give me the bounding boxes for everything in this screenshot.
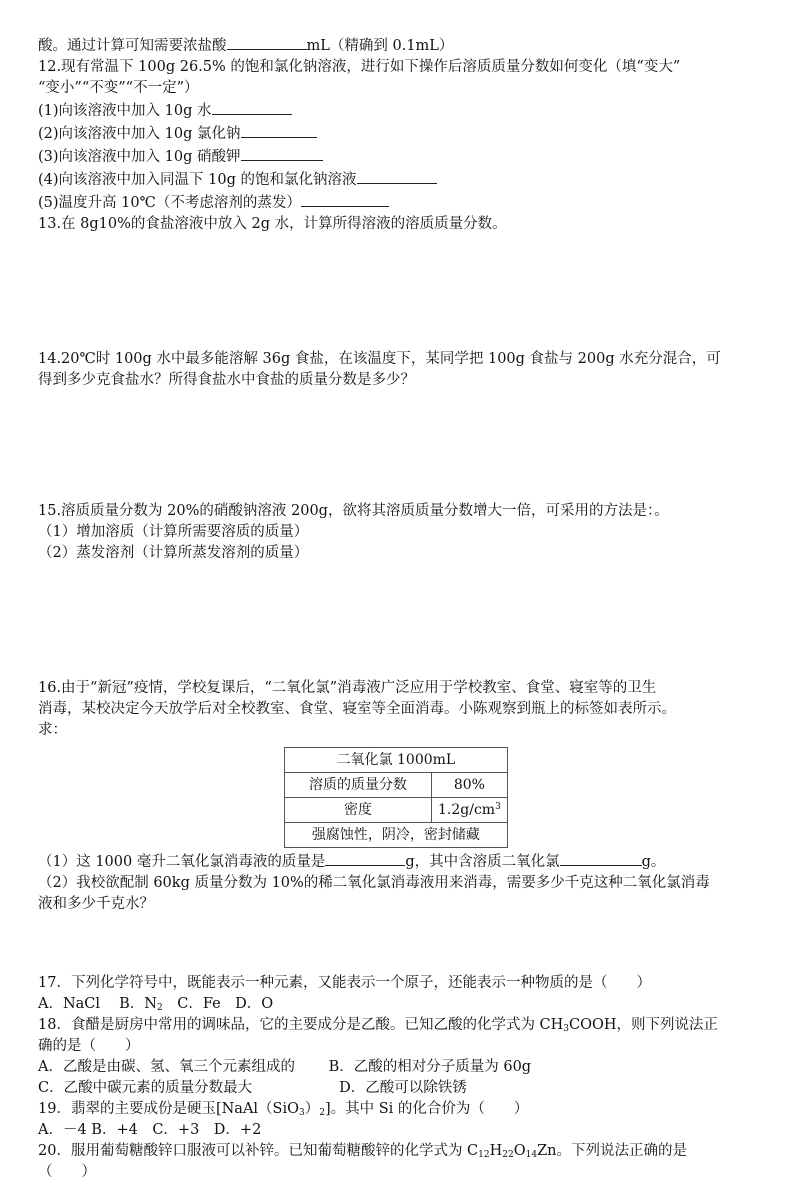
subscript: 2 (157, 1003, 163, 1013)
subscript: 3 (299, 1108, 305, 1118)
q18-line-1 (38, 1015, 760, 1036)
text: ） (304, 1101, 320, 1117)
label-value (432, 798, 508, 823)
q19-options: A．－4 B．+4 C．+3 D．+2 (38, 1122, 262, 1138)
text: C．Fe D．O (162, 996, 274, 1012)
text: (1)向该溶液中加入 10g 水 (38, 103, 212, 119)
q19-stem (38, 1099, 760, 1120)
answer-space[interactable] (38, 235, 760, 297)
q18-line-2: 确的是（ ） (38, 1038, 140, 1054)
text: 酸。通过计算可知需要浓盐酸 (38, 38, 227, 54)
answer-space[interactable] (38, 626, 760, 678)
q20-stem (38, 1141, 760, 1162)
q18-options-cd: C．乙酸中碳元素的质量分数最大 D．乙酸可以除铁锈 (38, 1080, 467, 1096)
q17-options (38, 994, 760, 1015)
answer-blank[interactable] (241, 145, 323, 161)
text: (2)向该溶液中加入 10g 氯化钠 (38, 126, 241, 142)
answer-space[interactable] (38, 915, 760, 973)
answer-blank[interactable] (357, 168, 437, 184)
q12-stem-1: 12.现有常温下 100g 26.5% 的饱和氯化钠溶液，进行如下操作后溶质质量分数如何变化（填“变大” (38, 59, 681, 75)
answer-blank[interactable] (301, 191, 389, 207)
text: (4)向该溶液中加入同温下 10g 的饱和氯化钠溶液 (38, 172, 357, 188)
q12-stem-2: “变小”“不变”“不一定”） (38, 80, 199, 96)
subscript: 14 (525, 1150, 538, 1160)
q14-line-1: 14.20℃时 100g 水中最多能溶解 36g 食盐，在该温度下，某同学把 100g 食盐与 200g 水充分混合，可 (38, 351, 721, 367)
text: mL（精确到 0.1mL） (306, 38, 454, 54)
label-key: 溶质的质量分数 (285, 773, 432, 798)
text: （1）这 1000 毫升二氧化氯消毒液的质量是 (38, 854, 326, 870)
text: (5)温度升高 10℃（不考虑溶剂的蒸发） (38, 195, 301, 211)
text: A．NaCl B．N (38, 996, 157, 1012)
q12-item-2 (38, 122, 760, 145)
label-title: 二氧化氯 1000mL (285, 748, 508, 773)
q15-part-1: （1）增加溶质（计算所需要溶质的质量） (38, 524, 309, 540)
text: 1.2g/cm (438, 801, 496, 818)
q16-part-2-line-1: （2）我校欲配制 60kg 质量分数为 10%的稀二氧化氯消毒液用来消毒，需要多少千克这种二氧化氯消毒 (38, 875, 710, 891)
q12-item-4 (38, 168, 760, 191)
q16-line-3: 求： (38, 722, 67, 738)
text: O (513, 1143, 526, 1159)
answer-blank[interactable] (241, 122, 317, 138)
q13: 13.在 8g10%的食盐溶液中放入 2g 水，计算所得溶液的溶质质量分数。 (38, 216, 507, 232)
text: g。 (641, 854, 666, 870)
subscript: 22 (502, 1150, 514, 1160)
subscript: 2 (319, 1108, 325, 1118)
answer-blank[interactable] (227, 34, 307, 50)
product-label-table (284, 747, 508, 848)
text: Zn。下列说法正确的是 (537, 1143, 687, 1159)
q20-line-2: （ ） (38, 1164, 96, 1180)
answer-space[interactable] (38, 391, 760, 449)
subscript: 3 (563, 1024, 570, 1034)
q17-stem: 17．下列化学符号中，既能表示一种元素，又能表示一个原子，还能表示一种物质的是（ ） (38, 975, 651, 991)
text: 20．服用葡萄糖酸锌口服液可以补锌。已知葡萄糖酸锌的化学式为 C (38, 1143, 479, 1159)
q15-stem: 15.溶质质量分数为 20%的硝酸钠溶液 200g，欲将其溶质质量分数增大一倍，可采用的方法是：。 (38, 503, 669, 519)
answer-space[interactable] (38, 449, 760, 501)
q11-tail (38, 34, 760, 57)
label-key: 密度 (285, 798, 432, 823)
answer-blank[interactable] (212, 99, 292, 115)
q16-line-2: 消毒，某校决定今天放学后对全校教室、食堂、寝室等全面消毒。小陈观察到瓶上的标签如表所示。 (38, 701, 676, 717)
q16-line-1: 16.由于“新冠”疫情，学校复课后，“二氧化氯”消毒液广泛应用于学校教室、食堂、寝室等的卫生 (38, 680, 657, 696)
text: 19．翡翠的主要成份是硬玉[NaAl（SiO (38, 1101, 300, 1117)
label-value: 80% (432, 773, 508, 798)
q14-line-2: 得到多少克食盐水？所得食盐水中食盐的质量分数是多少？ (38, 372, 415, 388)
q18-options-ab: A．乙酸是由碳、氢、氧三个元素组成的 B．乙酸的相对分子质量为 60g (38, 1059, 532, 1075)
q16-part-1 (38, 850, 760, 873)
text: COOH，则下列说法正 (569, 1017, 719, 1033)
text: g，其中含溶质二氧化氯 (405, 854, 560, 870)
label-note: 强腐蚀性，阴冷，密封储藏 (285, 823, 508, 848)
text: ]。其中 Si 的化合价为（ ） (324, 1101, 529, 1117)
subscript: 12 (478, 1150, 490, 1160)
answer-space[interactable] (38, 564, 760, 626)
text: 18．食醋是厨房中常用的调味品，它的主要成分是乙酸。已知乙酸的化学式为 CH (38, 1017, 564, 1033)
q12-item-5 (38, 191, 760, 214)
worksheet-page (38, 34, 760, 1183)
text: (3)向该溶液中加入 10g 硝酸钾 (38, 149, 241, 165)
q16-part-2-line-2: 液和多少千克水？ (38, 896, 154, 912)
answer-space[interactable] (38, 297, 760, 349)
answer-blank[interactable] (560, 850, 642, 866)
q12-item-3 (38, 145, 760, 168)
q15-part-2: （2）蒸发溶剂（计算所蒸发溶剂的质量） (38, 545, 309, 561)
answer-blank[interactable] (325, 850, 405, 866)
superscript: 3 (495, 801, 501, 812)
text: H (489, 1143, 503, 1159)
q12-item-1 (38, 99, 760, 122)
